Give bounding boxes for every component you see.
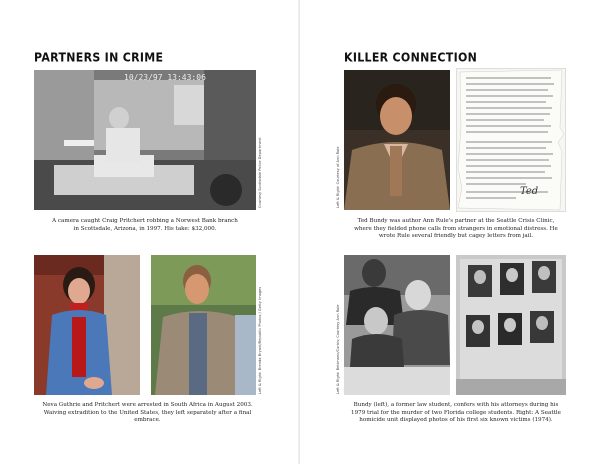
bank-photo-caption: A camera caught Craig Pritchert robbing a Norwest Bank branch in Scottsdale, Arizona, in 1997. His take: $32,000. [52,218,238,232]
victims-photo-board [456,255,566,395]
bundy-portrait-photo [344,70,450,210]
bundy-courtroom-photo [344,255,450,395]
bundy-letter-scan [456,68,566,212]
bundy-portrait-caption: Ted Bundy was author Ann Rule's partner at the Seattle Crisis Clinic, where they fielded phone calls from strangers in emotional distress. He wrote Rule several friendly but cagey letters from jail. [354,218,558,240]
guthrie-arrest-photo [34,255,140,395]
right-page [300,0,600,464]
courtroom-photo-credit: Left & Right: Bettmann/Corbis; Courtesy Ann Rule [336,304,340,394]
pritchert-arrest-photo [151,255,256,395]
svg-text:10/23/97 13:43:06: 10/23/97 13:43:06 [124,73,206,82]
letter-signature: Ted [520,186,539,197]
photo1-credit: Courtesy Scottsdale Police Department [258,137,262,208]
photo2-credit: Left & Right: Brenda Bryant/Republic Photos / Getty Images [258,286,262,394]
courtroom-photo-caption: Bundy (left), a former law student, confers with his attorneys during his 1979 trial for the murder of two Florida college students. Right: A Seattle homicide unit displayed photos of his first six known victims (1974). [351,402,561,424]
bundy-photo-credit: Left & Right: Courtesy of Ann Rule [336,146,340,208]
left-page-heading: PARTNERS IN CRIME [34,50,164,65]
right-page-heading: KILLER CONNECTION [344,50,478,65]
bank-surveillance-photo [34,70,256,210]
arrest-photo-caption: Neva Guthrie and Pritchert were arrested in South Africa in August 2003. Waiving extradition to the United States, they left separately after a final embrace. [42,402,253,424]
